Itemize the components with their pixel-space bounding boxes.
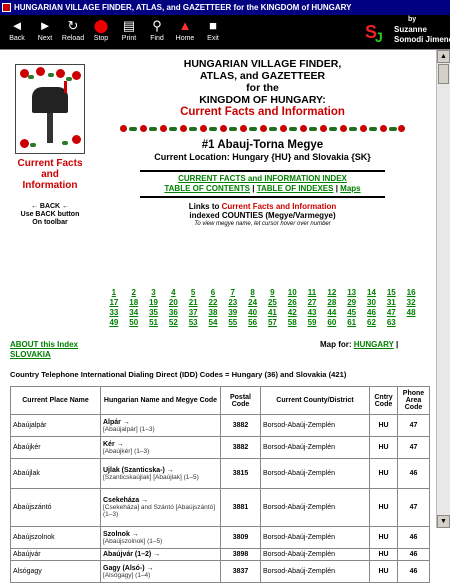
table-row: Abaújszántó Csekeháza → [Csekeháza] and Szántó [Abaújszántó] (1–3) 3881 Borsod-Abaúj-Zemplén HU 47 bbox=[11, 489, 430, 527]
about-links bbox=[10, 340, 78, 360]
page-title-line4: KINGDOM OF HUNGARY: bbox=[199, 94, 326, 106]
county-row bbox=[100, 318, 425, 328]
arrow-icon[interactable]: → bbox=[146, 564, 154, 572]
county-link[interactable]: 7 bbox=[230, 288, 235, 297]
county-link[interactable]: 58 bbox=[287, 318, 297, 327]
county-row bbox=[100, 308, 425, 318]
col-phone-code: Phone Area Code bbox=[398, 387, 430, 415]
about-index-link[interactable]: ABOUT this Index bbox=[10, 340, 79, 349]
county-link[interactable]: 3 bbox=[151, 288, 156, 297]
county-link[interactable]: 59 bbox=[307, 318, 317, 327]
county-number-grid bbox=[100, 288, 425, 328]
county-link[interactable]: 56 bbox=[248, 318, 258, 327]
county-link[interactable]: 53 bbox=[188, 318, 198, 327]
maps-link[interactable]: Maps bbox=[340, 184, 361, 193]
reload-icon: ↻ bbox=[67, 18, 79, 33]
county-link[interactable]: 60 bbox=[327, 318, 337, 327]
links-to-heading: Links to Current Facts and Information indexed COUNTIES (Megye/Varmegye) bbox=[188, 202, 337, 220]
divider bbox=[140, 196, 385, 198]
sidebar-title: Current Facts and Information bbox=[17, 158, 83, 191]
nav-links: CURRENT FACTS and INFORMATION INDEX TABLE OF CONTENTS | TABLE OF INDEXES | Maps bbox=[164, 174, 361, 193]
author-brand bbox=[364, 16, 457, 48]
county-link[interactable]: 45 bbox=[347, 308, 357, 317]
app-icon bbox=[2, 3, 11, 12]
col-country-code: Cntry Code bbox=[370, 387, 398, 415]
county-row bbox=[100, 288, 425, 298]
county-link[interactable]: 40 bbox=[248, 308, 258, 317]
back-button[interactable]: ◄ Back bbox=[9, 18, 25, 42]
idd-codes-line: Country Telephone International Dialing Direct (IDD) Codes = Hungary (36) and Slovakia (421) bbox=[10, 370, 347, 379]
table-row: Abaújalpár Alpár → [Abaújalpár] (1–3) 3882 Borsod-Abaúj-Zemplén HU 47 bbox=[11, 415, 430, 437]
county-link[interactable]: 4 bbox=[171, 288, 176, 297]
svg-text:S: S bbox=[365, 22, 378, 42]
table-row: Alsógagy Gagy (Alsó-) → [Alsógagy] (1–4) 3837 Borsod-Abaúj-Zemplén HU 46 bbox=[11, 561, 430, 583]
county-link[interactable]: 34 bbox=[129, 308, 139, 317]
table-row: Abaújvár Abaújvár (1–2) → 3898 Borsod-Abaúj-Zemplén HU 46 bbox=[11, 549, 430, 561]
table-row: Abaújkér Kér → [Abaújkér] (1–3) 3882 Borsod-Abaúj-Zemplén HU 47 bbox=[11, 437, 430, 459]
search-icon: ⚲ bbox=[152, 18, 162, 33]
county-link[interactable]: 21 bbox=[188, 298, 198, 307]
sidebar bbox=[10, 64, 90, 227]
hover-hint: To view megye name, let cursor hover over number bbox=[194, 221, 331, 227]
table-row: Abaújszolnok Szolnok → [Abaújszolnok] (1–5) 3809 Borsod-Abaúj-Zemplén HU 46 bbox=[11, 527, 430, 549]
find-button[interactable]: ⚲ Find bbox=[150, 18, 164, 42]
county-link[interactable]: 44 bbox=[327, 308, 337, 317]
scroll-up-icon[interactable]: ▲ bbox=[437, 50, 450, 63]
county-link[interactable]: 15 bbox=[386, 288, 396, 297]
county-link[interactable]: 37 bbox=[188, 308, 198, 317]
table-of-contents-link[interactable]: TABLE OF CONTENTS bbox=[164, 184, 250, 193]
rose-divider bbox=[120, 122, 405, 136]
county-link[interactable]: 11 bbox=[307, 288, 317, 297]
map-for: Map for: HUNGARY | bbox=[320, 340, 399, 349]
arrow-icon[interactable]: → bbox=[153, 551, 161, 558]
county-link[interactable]: 51 bbox=[149, 318, 158, 327]
county-link[interactable]: 28 bbox=[327, 298, 337, 307]
county-link[interactable]: 48 bbox=[406, 308, 416, 317]
county-link[interactable]: 39 bbox=[228, 308, 238, 317]
county-link[interactable]: 33 bbox=[109, 308, 119, 317]
county-link[interactable]: 35 bbox=[149, 308, 158, 317]
county-link[interactable]: 52 bbox=[168, 318, 178, 327]
browser-toolbar bbox=[0, 15, 457, 49]
county-link[interactable]: 17 bbox=[109, 298, 119, 307]
county-link[interactable]: 61 bbox=[347, 318, 357, 327]
county-link[interactable]: 14 bbox=[367, 288, 376, 297]
county-link[interactable]: 19 bbox=[149, 298, 158, 307]
window-titlebar bbox=[0, 0, 450, 15]
county-link[interactable]: 12 bbox=[327, 288, 337, 297]
hungary-map-link[interactable]: HUNGARY bbox=[353, 340, 394, 349]
page-header bbox=[100, 58, 425, 227]
brand-by: by bbox=[408, 16, 417, 23]
vertical-scrollbar[interactable] bbox=[436, 50, 450, 528]
exit-button[interactable]: ■ Exit bbox=[198, 16, 228, 48]
home-button[interactable]: ▲ Home bbox=[175, 18, 195, 42]
stop-icon: ⬤ bbox=[93, 18, 109, 33]
arrow-icon[interactable]: → bbox=[122, 418, 130, 426]
county-link[interactable]: 10 bbox=[287, 288, 297, 297]
print-icon: ▤ bbox=[122, 18, 136, 33]
current-location: Current Location: Hungary {HU} and Slovakia {SK} bbox=[154, 152, 371, 162]
county-link[interactable]: 9 bbox=[270, 288, 275, 297]
scroll-thumb[interactable] bbox=[438, 64, 449, 84]
county-link[interactable]: 13 bbox=[347, 288, 357, 297]
county-link[interactable]: 32 bbox=[406, 298, 416, 307]
back-arrow-icon: ◄ bbox=[10, 18, 24, 33]
arrow-icon[interactable]: → bbox=[141, 497, 149, 504]
county-link[interactable]: 42 bbox=[287, 308, 297, 317]
places-table bbox=[10, 386, 430, 583]
col-place: Current Place Name bbox=[11, 387, 101, 415]
county-link[interactable]: 1 bbox=[111, 288, 117, 297]
county-link[interactable]: 6 bbox=[210, 288, 216, 297]
svg-text:J: J bbox=[375, 29, 383, 45]
brand-logo-icon bbox=[364, 18, 390, 44]
forward-arrow-icon: ► bbox=[38, 18, 52, 33]
county-link[interactable]: 50 bbox=[129, 318, 139, 327]
divider bbox=[140, 170, 385, 172]
col-hungarian-name: Hungarian Name and Megye Code bbox=[101, 387, 221, 415]
table-header-row bbox=[11, 387, 430, 415]
county-link[interactable]: 22 bbox=[208, 298, 218, 307]
county-link[interactable]: 27 bbox=[307, 298, 317, 307]
county-link[interactable]: 24 bbox=[248, 298, 258, 307]
page-title-line3: for the bbox=[246, 82, 279, 94]
col-county: Current County/District bbox=[261, 387, 370, 415]
county-link[interactable]: 29 bbox=[347, 298, 357, 307]
page-title-line1: HUNGARIAN VILLAGE FINDER, bbox=[183, 58, 342, 70]
next-button[interactable]: ► Next bbox=[37, 18, 53, 42]
brand-name-last: Somodi Jimenez bbox=[394, 35, 457, 44]
county-link[interactable]: 8 bbox=[250, 288, 255, 297]
county-link[interactable]: 46 bbox=[367, 308, 376, 317]
county-link[interactable]: 25 bbox=[267, 298, 277, 307]
county-link[interactable]: 20 bbox=[168, 298, 178, 307]
county-link[interactable]: 30 bbox=[367, 298, 376, 307]
slovakia-link[interactable]: SLOVAKIA bbox=[10, 350, 51, 359]
reload-button[interactable]: ↻ Reload bbox=[61, 18, 85, 42]
county-link[interactable]: 31 bbox=[386, 298, 396, 307]
table-row: Abaújlak Ujlak (Szanticska-) → [Szanticskaújlak] [Abaújlak] (1–5) 3815 Borsod-Abaúj-Zemplén HU 46 bbox=[11, 459, 430, 489]
county-link[interactable]: 63 bbox=[386, 318, 396, 327]
county-link[interactable]: 57 bbox=[267, 318, 277, 327]
exit-icon: ■ bbox=[209, 18, 217, 33]
county-link[interactable]: 38 bbox=[208, 308, 218, 317]
county-row bbox=[100, 298, 425, 308]
table-of-indexes-link[interactable]: TABLE OF INDEXES bbox=[256, 184, 334, 193]
county-link[interactable]: 47 bbox=[386, 308, 396, 317]
county-link[interactable]: 5 bbox=[190, 288, 196, 297]
page-frame bbox=[0, 49, 450, 579]
scroll-down-icon[interactable]: ▼ bbox=[437, 515, 450, 528]
county-link[interactable]: 36 bbox=[168, 308, 178, 317]
page-subtitle: Current Facts and Information bbox=[180, 106, 345, 118]
brand-name-first: Suzanne bbox=[394, 25, 427, 34]
stop-button[interactable]: ⬤ Stop bbox=[93, 18, 109, 42]
county-link[interactable]: 54 bbox=[208, 318, 218, 327]
window-title: HUNGARIAN VILLAGE FINDER, ATLAS, and GAZETTEER for the KINGDOM of HUNGARY bbox=[14, 3, 352, 12]
print-button[interactable]: ▤ Print bbox=[121, 18, 137, 42]
county-link[interactable]: 18 bbox=[129, 298, 139, 307]
megye-heading: #1 Abauj-Torna Megye bbox=[201, 139, 324, 151]
county-link[interactable]: 43 bbox=[307, 308, 317, 317]
arrow-icon[interactable]: → bbox=[166, 466, 174, 474]
county-link[interactable]: 55 bbox=[228, 318, 238, 327]
county-link[interactable]: 41 bbox=[267, 308, 277, 317]
county-link[interactable]: 2 bbox=[131, 288, 136, 297]
back-note: ← BACK ← Use BACK button On toolbar bbox=[10, 203, 90, 227]
back-link[interactable]: ← BACK ← bbox=[30, 203, 70, 210]
arrow-icon[interactable]: → bbox=[116, 440, 124, 448]
county-link[interactable]: 49 bbox=[109, 318, 119, 327]
county-link[interactable]: 23 bbox=[228, 298, 238, 307]
current-facts-index-link[interactable]: CURRENT FACTS and INFORMATION INDEX bbox=[178, 174, 347, 183]
county-link[interactable]: 16 bbox=[406, 288, 416, 297]
mailbox-image bbox=[15, 64, 85, 154]
home-icon: ▲ bbox=[178, 18, 192, 33]
arrow-icon[interactable]: → bbox=[131, 530, 139, 538]
page-title-line2: ATLAS, and GAZETTEER bbox=[199, 70, 326, 82]
county-link[interactable]: 26 bbox=[287, 298, 297, 307]
page-content bbox=[0, 50, 436, 579]
county-link[interactable]: 62 bbox=[367, 318, 376, 327]
col-postal: Postal Code bbox=[221, 387, 261, 415]
